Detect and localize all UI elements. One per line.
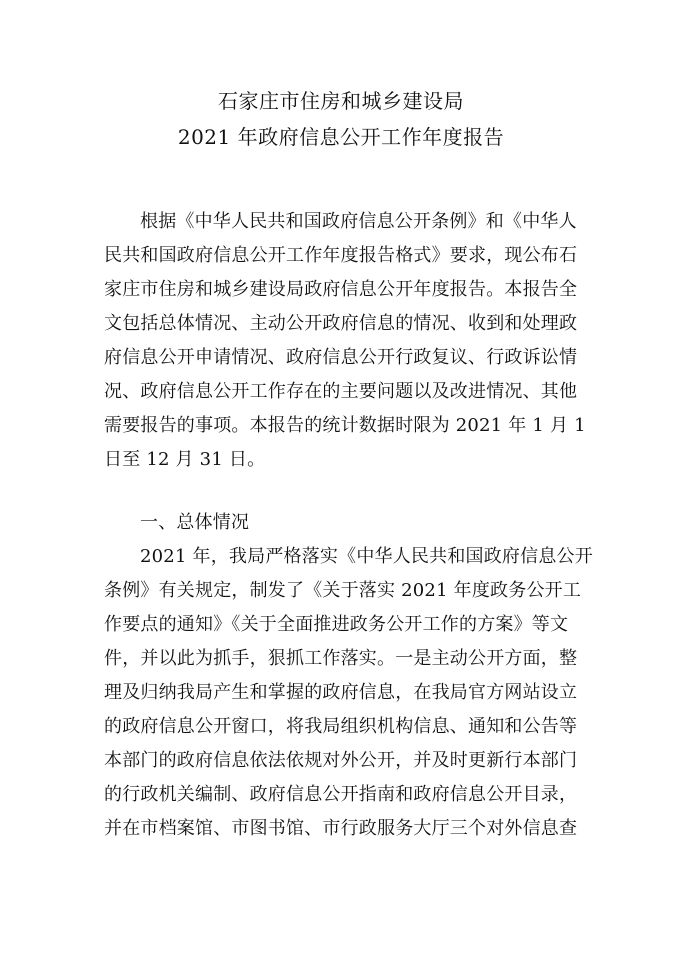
intro-line: 府信息公开申请情况、政府信息公开行政复议、行政诉讼情 (104, 347, 578, 368)
section-line: 本部门的政府信息依法依规对外公开，并及时更新行本部门 (104, 750, 578, 771)
section-heading-overview: 一、总体情况 (140, 512, 250, 533)
intro-line: 民共和国政府信息公开工作年度报告格式》要求，现公布石 (104, 245, 578, 266)
intro-line: 况、政府信息公开工作存在的主要问题以及改进情况、其他 (104, 381, 578, 402)
intro-line: 根据《中华人民共和国政府信息公开条例》和《中华人 (140, 211, 577, 232)
intro-line: 家庄市住房和城乡建设局政府信息公开年度报告。本报告全 (104, 279, 578, 300)
section-line: 理及归纳我局产生和掌握的政府信息，在我局官方网站设立 (104, 682, 578, 703)
section-line: 件，并以此为抓手，狠抓工作落实。一是主动公开方面，整 (104, 648, 578, 669)
section-line: 的行政机关编制、政府信息公开指南和政府信息公开目录， (104, 784, 578, 805)
section-line: 的政府信息公开窗口，将我局组织机构信息、通知和公告等 (104, 716, 578, 737)
section-line: 作要点的通知》《关于全面推进政务公开工作的方案》等文 (104, 614, 569, 635)
section-line: 并在市档案馆、市图书馆、市行政服务大厅三个对外信息查 (104, 818, 578, 839)
document-title-line-2: 2021 年政府信息公开工作年度报告 (177, 125, 505, 149)
section-line: 2021 年，我局严格落实《中华人民共和国政府信息公开 (140, 546, 593, 567)
intro-line: 日至 12 月 31 日。 (104, 449, 266, 470)
document-title-line-1: 石家庄市住房和城乡建设局 (218, 89, 464, 113)
intro-line: 需要报告的事项。本报告的统计数据时限为 2021 年 1 月 1 (104, 415, 586, 436)
section-line: 条例》有关规定，制发了《关于落实 2021 年度政务公开工 (104, 580, 582, 601)
intro-line: 文包括总体情况、主动公开政府信息的情况、收到和处理政 (104, 313, 578, 334)
